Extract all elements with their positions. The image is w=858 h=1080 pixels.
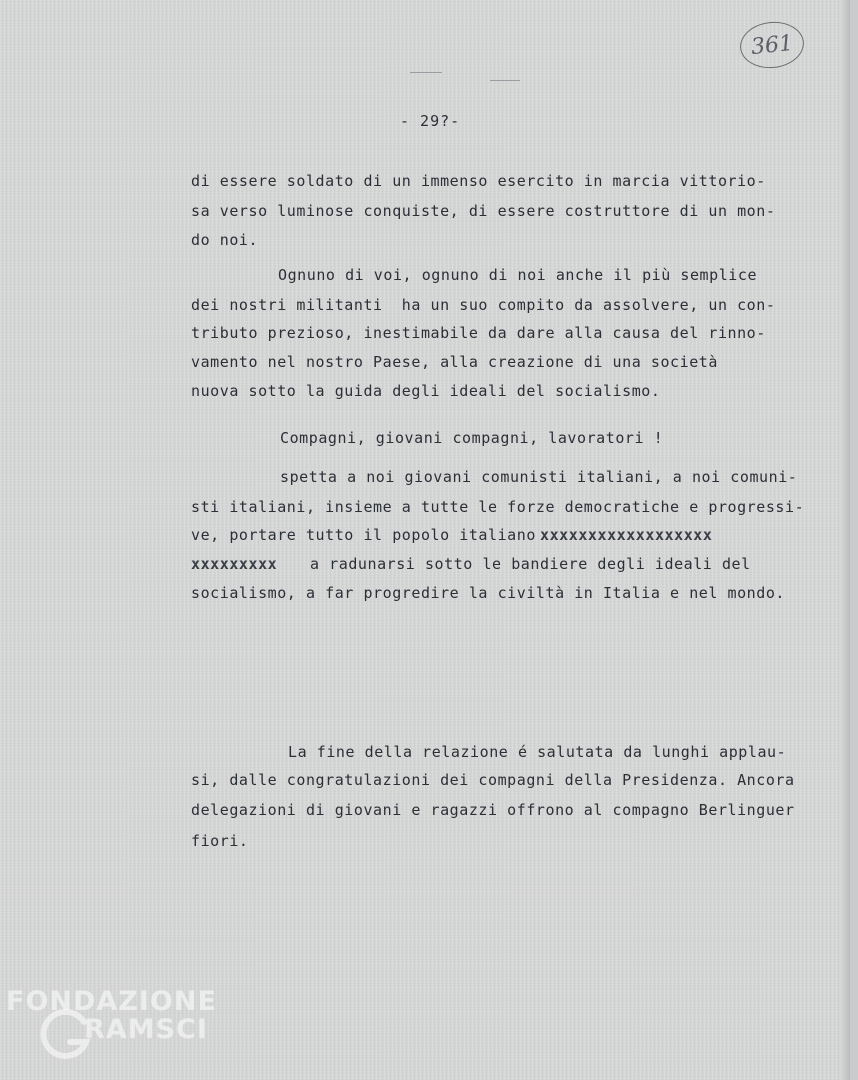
text-line: di essere soldato di un immenso esercito in marcia vittorio- [191,172,766,190]
paper-edge [840,0,850,1080]
text-line: Compagni, giovani compagni, lavoratori ! [280,429,664,447]
text-line: Ognuno di voi, ognuno di noi anche il più semplice [278,266,758,284]
text-line: sa verso luminose conquiste, di essere costruttore di un mon- [191,202,776,220]
struck-out-text: xxxxxxxxxxxxxxxxxx [540,526,713,544]
archive-stamp-number: 361 [749,30,795,60]
page-number: - 29?- [400,112,461,130]
text-line: spetta a noi giovani comunisti italiani, a noi comuni- [280,468,798,486]
text-line: dei nostri militanti ha un suo compito da assolvere, un con- [191,296,776,314]
typewriter-dash [490,80,520,81]
text-line: tributo prezioso, inestimabile da dare alla causa del rinno- [191,324,766,342]
text-line: socialismo, a far progredire la civiltà in Italia e nel mondo. [191,584,786,602]
text-line: a radunarsi sotto le bandiere degli ideali del [310,555,751,573]
text-line: do noi. [191,231,259,249]
text-line: delegazioni di giovani e ragazzi offrono al compagno Berlinguer [191,801,795,819]
text-line: La fine della relazione é salutata da lunghi applau- [288,743,787,761]
text-line: ve, portare tutto il popolo italiano [191,526,536,544]
text-line: vamento nel nostro Paese, alla creazione di una società [191,353,718,371]
text-line: si, dalle congratulazioni dei compagni della Presidenza. Ancora [191,771,795,789]
text-line: fiori. [191,832,249,850]
struck-out-text: xxxxxxxxx [191,555,278,573]
fondazione-gramsci-watermark [6,986,216,1076]
watermark-line-2: RAMSCI [84,1014,208,1045]
text-line: nuova sotto la guida degli ideali del socialismo. [191,382,661,400]
watermark-line-1: FONDAZIONE [6,986,217,1017]
text-line: sti italiani, insieme a tutte le forze democratiche e progressi- [191,498,805,516]
typewriter-dash [410,72,442,73]
archive-stamp [738,19,806,71]
